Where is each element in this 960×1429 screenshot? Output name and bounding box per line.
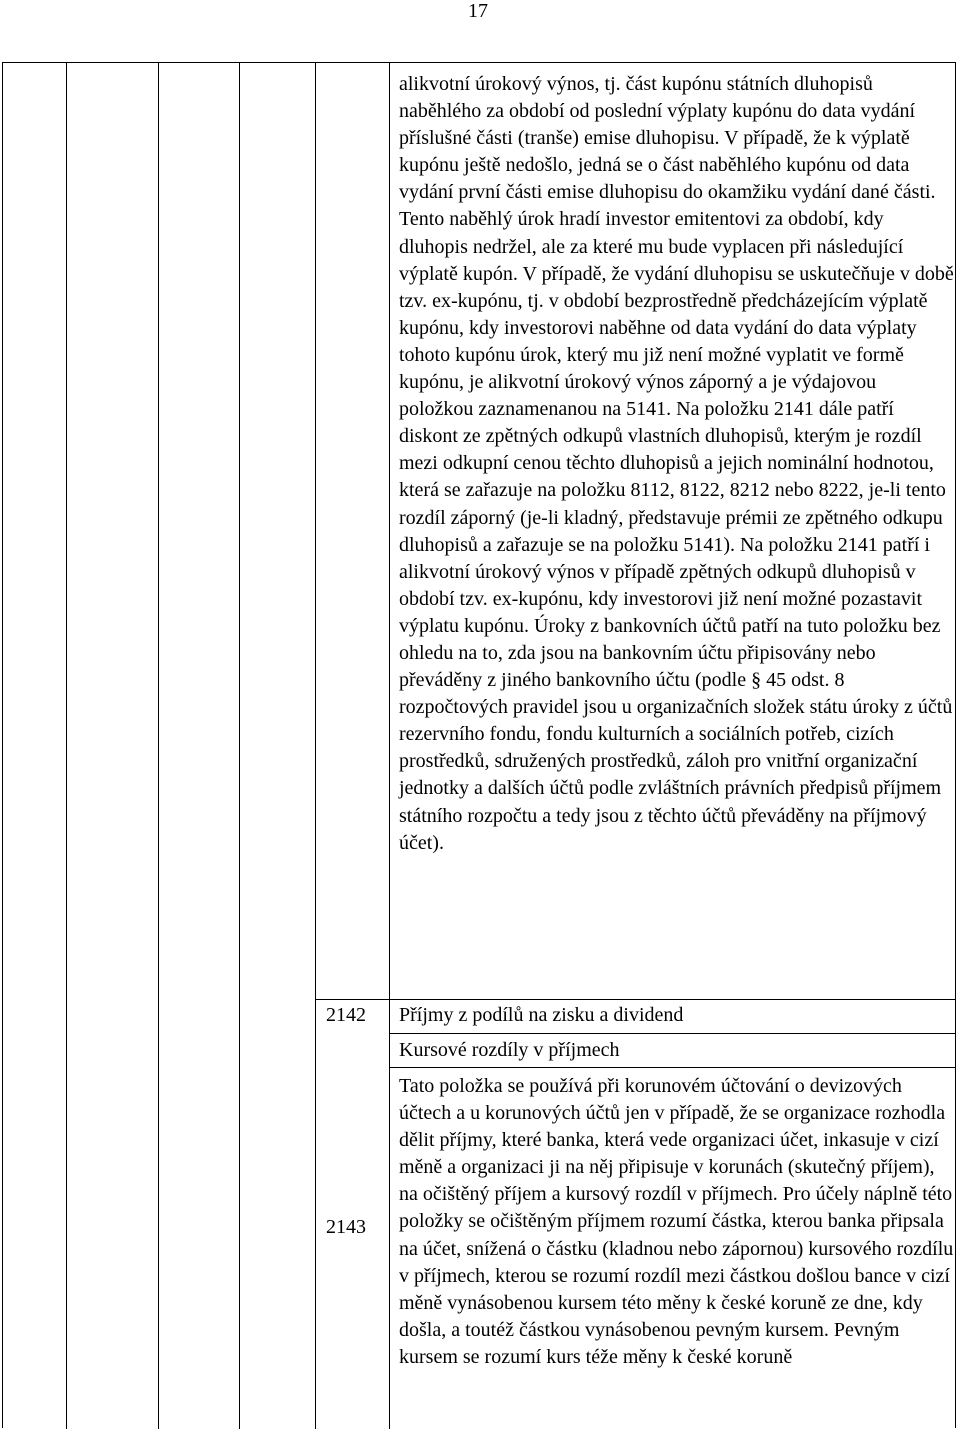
item-code-2142: 2142 bbox=[326, 1004, 366, 1026]
item-title-2142: Příjmy z podílů na zisku a dividend bbox=[399, 1004, 684, 1026]
item-title-2143: Kursové rozdíly v příjmech bbox=[399, 1039, 620, 1061]
row-divider bbox=[389, 1033, 956, 1034]
row-divider bbox=[315, 999, 956, 1000]
column-divider bbox=[66, 62, 67, 1429]
column-divider bbox=[315, 62, 316, 1429]
column-divider bbox=[158, 62, 159, 1429]
column-divider bbox=[239, 62, 240, 1429]
paragraph-2141-continued: alikvotní úrokový výnos, tj. část kupónu státních dluhopisů naběhlého za období od poslední výplaty kupónu do data vydání příslušné části (tranše) emise dluhopisu. V případě, že k výplatě kupónu ještě nedošlo, jedná se o část naběhlého kupónu od data vydání první části emise dluhopisu do okamžiku vydání dané části. Tento naběhlý úrok hradí investor emitentovi za období, kdy dluhopis nedržel, ale za které mu bude vyplacen při následující výplatě kupón. V případě, že vydání dluhopisu se uskutečňuje v době tzv. ex-kupónu, tj. v období bezprostředně předcházejícím výplatě kupónu, kdy investorovi naběhne od data vydání do data výplaty tohoto kupónu úrok, který mu již není možné vyplatit ve formě kupónu, je alikvotní úrokový výnos záporný a je výdajovou položkou zaznamenanou na 5141. Na položku 2141 dále patří diskont ze zpětných odkupů vlastních dluhopisů, kterým je rozdíl mezi odkupní cenou těchto dluhopisů a jejich nominální hodnotou, která se zařazuje na položku 8112, 8122, 8212 nebo 8222, je-li tento rozdíl záporný (je-li kladný, představuje prémii ze zpětného odkupu dluhopisů a zařazuje se na položku 5141). Na položku 2141 patří i alikvotní úrokový výnos v případě zpětných odkupů dluhopisů v období tzv. ex-kupónu, kdy investorovi již není možné pozastavit výplatu kupónu. Úroky z bankovních účtů patří na tuto položku bez ohledu na to, zda jsou na bankovním účtu připisovány nebo převáděny z jiného bankovního účtu (podle § 45 odst. 8 rozpočtových pravidel jsou u organizačních složek státu úroky z účtů rezervního fondu, fondu kulturních a sociálních potřeb, cizích prostředků, sdružených prostředků, záloh pro vnitřní organizační jednotky a dalších účtů podle zvláštních právních předpisů příjmem státního rozpočtu a tedy jsou z těchto účtů převáděny na příjmový účet). bbox=[399, 73, 954, 854]
column-divider bbox=[389, 62, 390, 1429]
item-text-2143: Tato položka se používá při korunovém účtování o devizových účtech a u korunových účtů jen v případě, že se organizace rozhodla dělit příjmy, které banka, která vede organizaci účet, inkasuje v cizí měně a organizaci ji na něj připisuje v korunách (skutečný příjem), na očištěný příjem a kursový rozdíl v příjmech. Pro účely náplně této položky se očištěným příjmem rozumí částka, kterou banka připsala na účet, snížená o částku (kladnou nebo zápornou) kursového rozdílu v příjmech, kterou se rozumí rozdíl mezi částkou došlou bance v cizí měně vynásobenou kursem této měny k české koruně ze dne, kdy došla, a toutéž částkou vynásobenou pevným kursem. Pevným kursem se rozumí kurs téže měny k české koruně bbox=[399, 1075, 954, 1368]
row-divider bbox=[389, 1067, 956, 1068]
item-code-2143: 2143 bbox=[326, 1216, 366, 1238]
page-number: 17 bbox=[468, 0, 488, 22]
